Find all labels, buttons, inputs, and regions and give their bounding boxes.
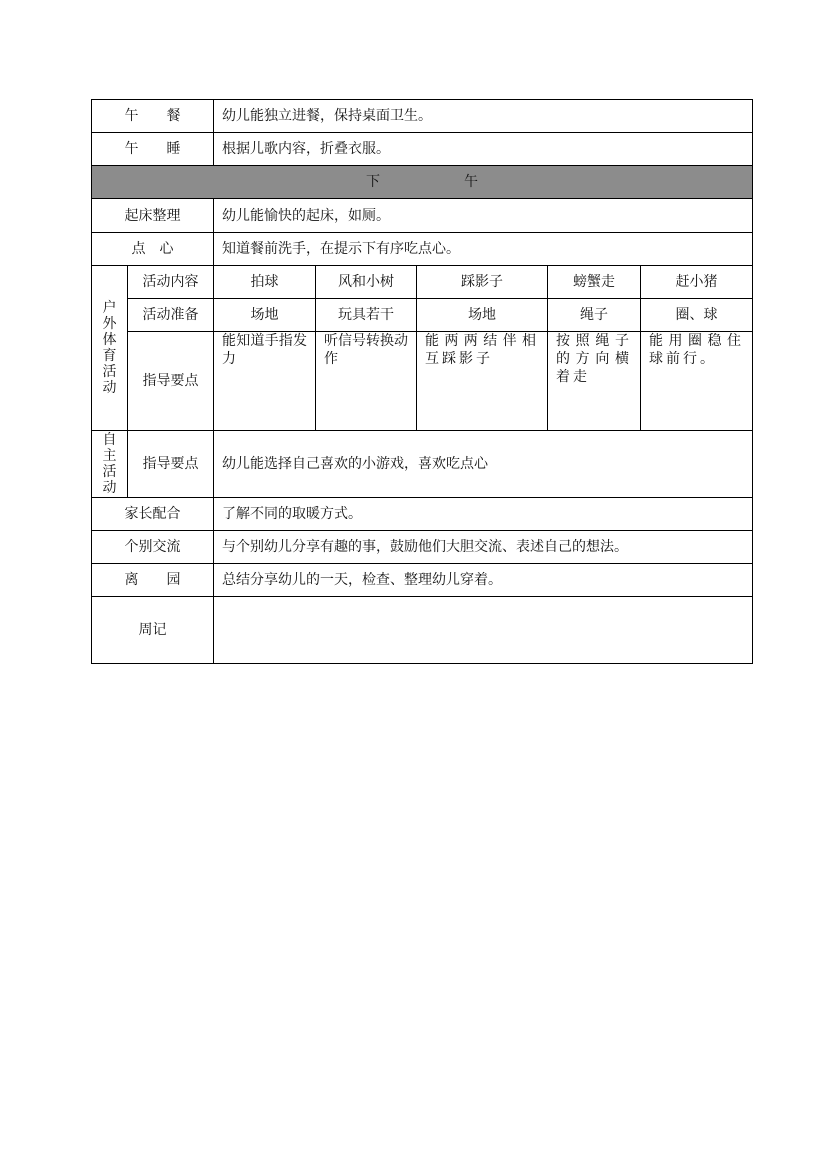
activity-name: 螃蟹走 [548,266,641,299]
activity-guide: 听信号转换动作 [316,332,417,431]
leaving-row [92,564,753,597]
leaving-label: 离 园 [92,564,214,597]
afternoon-band-row [92,166,753,199]
activity-prep: 场地 [214,299,316,332]
parents-row [92,498,753,531]
activity-guide: 按照绳子的方向横着走 [548,332,641,431]
outdoor-guide-label: 指导要点 [128,332,214,431]
activity-prep: 圈、球 [641,299,753,332]
outdoor-guide-row [92,332,753,431]
getting-up-content: 幼儿能愉快的起床，如厕。 [214,199,753,233]
outdoor-prep-row [92,299,753,332]
outdoor-group-label [92,266,128,431]
individual-row [92,531,753,564]
activity-name: 风和小树 [316,266,417,299]
parents-content: 了解不同的取暖方式。 [214,498,753,531]
daily-plan-table [91,99,753,664]
snack-label: 点 心 [92,233,214,266]
activity-name: 踩影子 [417,266,548,299]
free-play-row [92,431,753,498]
activity-prep: 场地 [417,299,548,332]
afternoon-band: 下 午 [92,166,753,199]
free-play-content: 幼儿能选择自己喜欢的小游戏，喜欢吃点心 [214,431,753,498]
outdoor-content-row [92,266,753,299]
nap-content: 根据儿歌内容，折叠衣服。 [214,133,753,166]
activity-prep: 绳子 [548,299,641,332]
getting-up-row [92,199,753,233]
nap-row [92,133,753,166]
free-play-group-text: 自主活动 [102,432,117,496]
individual-label: 个别交流 [92,531,214,564]
lunch-content: 幼儿能独立进餐，保持桌面卫生。 [214,100,753,133]
activity-name: 拍球 [214,266,316,299]
activity-guide: 能知道手指发力 [214,332,316,431]
parents-label: 家长配合 [92,498,214,531]
outdoor-prep-label: 活动准备 [128,299,214,332]
weekly-row [92,597,753,664]
getting-up-label: 起床整理 [92,199,214,233]
free-play-group-label [92,431,128,498]
lunch-label: 午 餐 [92,100,214,133]
leaving-content: 总结分享幼儿的一天，检查、整理幼儿穿着。 [214,564,753,597]
individual-content: 与个别幼儿分享有趣的事，鼓励他们大胆交流、表述自己的想法。 [214,531,753,564]
snack-row [92,233,753,266]
weekly-content[interactable] [214,597,753,664]
free-play-sub-label: 指导要点 [128,431,214,498]
outdoor-content-label: 活动内容 [128,266,214,299]
activity-guide: 能用圈稳住球前行。 [641,332,753,431]
activity-name: 赶小猪 [641,266,753,299]
nap-label: 午 睡 [92,133,214,166]
activity-guide: 能两两结伴相互踩影子 [417,332,548,431]
lunch-row [92,100,753,133]
outdoor-group-text: 户外体育活动 [102,300,117,396]
activity-prep: 玩具若干 [316,299,417,332]
snack-content: 知道餐前洗手，在提示下有序吃点心。 [214,233,753,266]
weekly-label: 周记 [92,597,214,664]
